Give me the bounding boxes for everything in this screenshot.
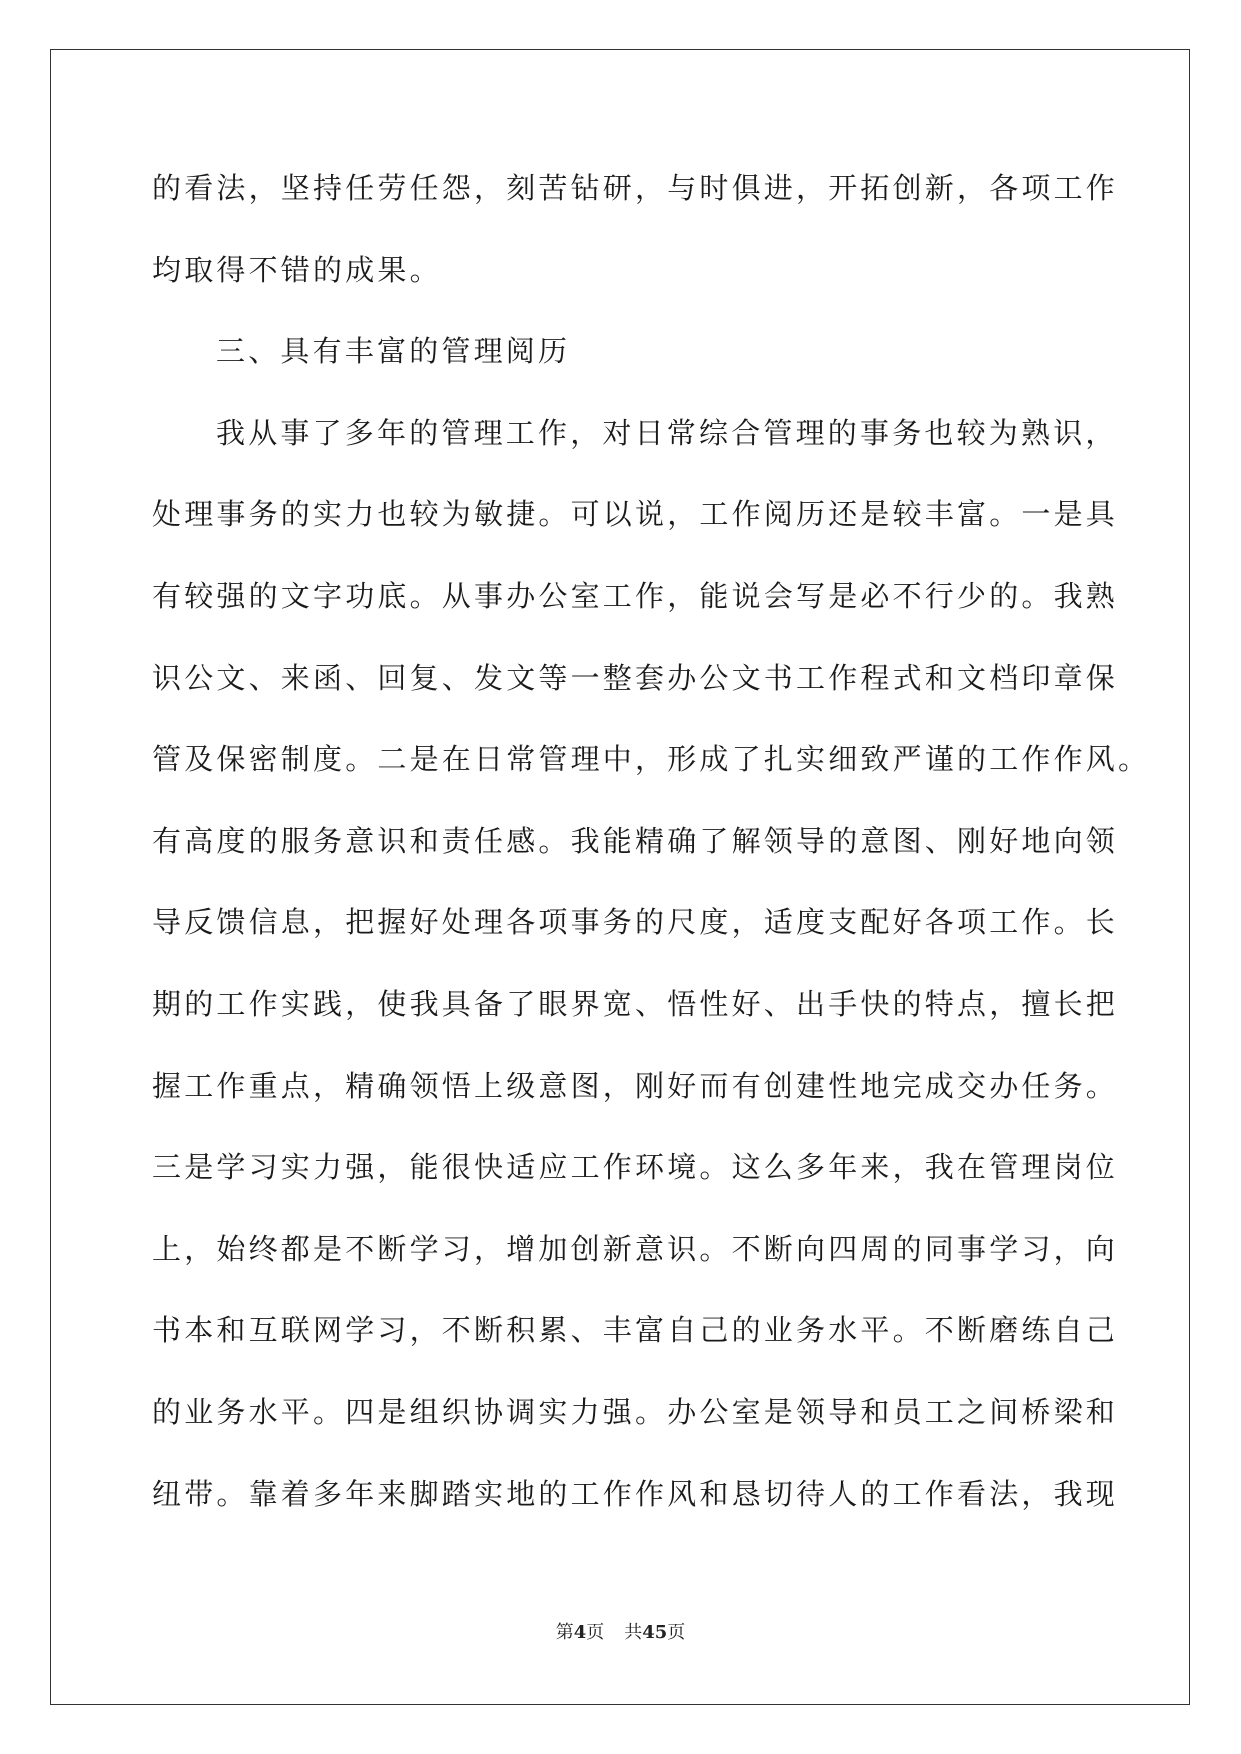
- paragraph-first-line: 我从事了多年的管理工作，对日常综合管理的事务也较为熟识，: [216, 415, 1118, 450]
- text-line: 书本和互联网学习，不断积累、丰富自己的业务水平。不断磨练自己: [152, 1313, 1119, 1348]
- text-line: 上，始终都是不断学习，增加创新意识。不断向四周的同事学习，向: [152, 1231, 1119, 1266]
- text-line: 握工作重点，精确领悟上级意图，刚好而有创建性地完成交办任务。: [152, 1068, 1119, 1103]
- text-line: 均取得不错的成果。: [152, 252, 442, 287]
- total-pages: 45: [642, 1622, 668, 1643]
- section-heading: 三、具有丰富的管理阅历: [216, 334, 571, 369]
- text-line: 有高度的服务意识和责任感。我能精确了解领导的意图、刚好地向领: [152, 823, 1119, 858]
- text-line: 期的工作实践，使我具备了眼界宽、悟性好、出手快的特点，擅长把: [152, 986, 1119, 1021]
- document-body: [152, 148, 1151, 1535]
- page-footer: [0, 1621, 1241, 1645]
- total-suffix: 页: [667, 1622, 686, 1643]
- page-number: 4: [573, 1622, 587, 1643]
- page-suffix: 页: [586, 1622, 605, 1643]
- text-line: 纽带。靠着多年来脚踏实地的工作作风和恳切待人的工作看法，我现: [152, 1476, 1119, 1511]
- total-prefix: 共: [624, 1622, 643, 1643]
- text-line: 处理事务的实力也较为敏捷。可以说，工作阅历还是较丰富。一是具: [152, 497, 1119, 532]
- page-prefix: 第: [555, 1622, 574, 1643]
- text-line: 管及保密制度。二是在日常管理中，形成了扎实细致严谨的工作作风。: [152, 742, 1151, 777]
- text-line: 导反馈信息，把握好处理各项事务的尺度，适度支配好各项工作。长: [152, 905, 1119, 940]
- text-line: 的业务水平。四是组织协调实力强。办公室是领导和员工之间桥梁和: [152, 1394, 1119, 1429]
- text-line: 三是学习实力强，能很快适应工作环境。这么多年来，我在管理岗位: [152, 1150, 1119, 1185]
- text-line: 识公文、来函、回复、发文等一整套办公文书工作程式和文档印章保: [152, 660, 1119, 695]
- text-line: 的看法，坚持任劳任怨，刻苦钻研，与时俱进，开拓创新，各项工作: [152, 171, 1119, 205]
- text-line: 有较强的文字功底。从事办公室工作，能说会写是必不行少的。我熟: [152, 578, 1119, 613]
